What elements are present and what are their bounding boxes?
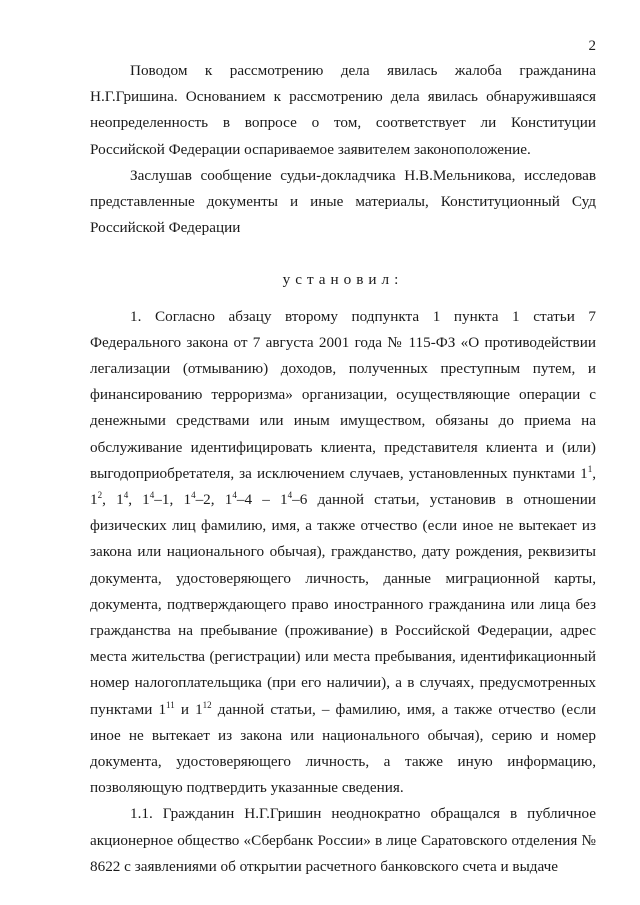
section-heading: установил: <box>282 271 404 289</box>
superscript: 2 <box>97 489 103 500</box>
superscript: 1 <box>587 463 593 474</box>
spacer <box>90 294 596 304</box>
paragraph-1-text: данной статьи, – фамилию, имя, а также отчество (если иное не вытекает из закона или национального обычая), серию и номер документа, удостоверяющего личность, а также иную информацию, позволяющую подтвердить указанные сведения. <box>90 700 596 797</box>
paragraph-1-text: , 1 <box>128 491 150 509</box>
superscript: 12 <box>202 699 212 710</box>
paragraph-1-text: 1. Согласно абзацу второму подпункта 1 пункта 1 статьи 7 Федерального закона от 7 августа 2001 года № 115-ФЗ «О противодействии легализации (отмыванию) доходов, полученных преступным путем, и финансированию терроризма» организации, осуществляющие операции с денежными средствами или иным имуществом, обязаны до приема на обслуживание идентифицировать клиента, представителя клиента и (или) выгодоприобретателя, за исключением случаев, установленных пунктами 1 <box>90 307 596 482</box>
paragraph-1-1: 1.1. Гражданин Н.Г.Гришин неоднократно обращался в публичное акционерное общество «Сбербанк России» в лице Саратовского отделения № 8622 с заявлениями об открытии расчетного банковского счета и выдаче <box>90 805 596 875</box>
superscript: 11 <box>166 699 175 710</box>
superscript: 4 <box>149 489 155 500</box>
paragraph-1-text: –1, 1 <box>154 491 192 509</box>
superscript: 4 <box>191 489 196 500</box>
paragraph-1-text: –2, 1 <box>195 491 233 509</box>
paragraph-1-text: –4 – 1 <box>236 491 288 509</box>
paragraph-1-text: , 1 <box>90 464 596 509</box>
intro-paragraph-1: Поводом к рассмотрению дела явилась жалоба гражданина Н.Г.Гришина. Основанием к рассмотрению дела явилась обнаружившаяся неопределенность в вопросе о том, соответствует ли Конституции Российской Федерации оспариваемое заявителем законоположение. <box>90 62 596 158</box>
page-number: 2 <box>588 38 596 54</box>
paragraph-1-text: –6 данной статьи, установив в отношении физических лиц фамилию, имя, а также отчество (если иное не вытекает из закона или национального обычая), гражданство, дату рождения, реквизиты документа, удостоверяющего личность, данные миграционной карты, документа, подтверждающего право иностранного гражданина или лица без гражданства на пребывание (проживание) в Российской Федерации, адрес места жительства (регистрации) или места пребывания, идентификационный номер налогоплательщика (при его наличии), а в случаях, предусмотренных пунктами 1 <box>90 491 596 718</box>
document-body <box>90 58 596 880</box>
paragraph-1-text: и 1 <box>174 700 203 718</box>
superscript: 4 <box>287 489 293 500</box>
superscript: 4 <box>123 489 129 500</box>
intro-paragraph-2: Заслушав сообщение судьи-докладчика Н.В.Мельникова, исследовав представленные документы и иные материалы, Конституционный Суд Российской Федерации <box>90 166 596 237</box>
paragraph-1-text: , 1 <box>102 491 124 509</box>
paragraph-1 <box>90 304 596 802</box>
superscript: 4 <box>232 489 237 500</box>
spacer <box>90 241 596 267</box>
